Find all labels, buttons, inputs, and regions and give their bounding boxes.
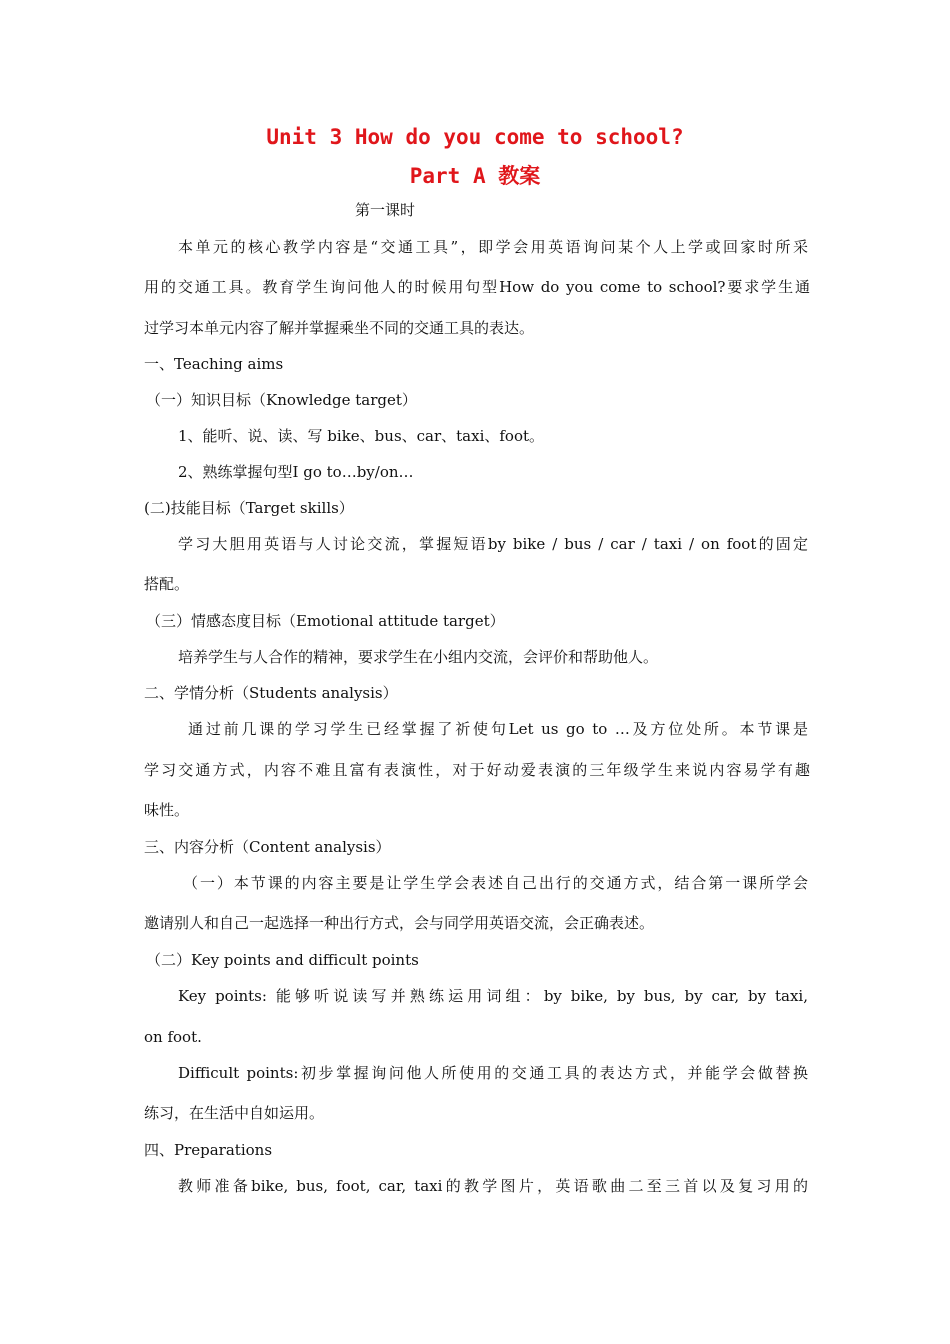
document-subtitle: Part A 教案	[409, 164, 541, 188]
subsection-heading-keypoints: （二）Key points and difficult points	[146, 951, 419, 969]
difficult-text-1: Difficult points:初步掌握询问他人所使用的交通工具的表达方式，并能学会做替换	[178, 1064, 808, 1082]
section-heading-aims: 一、Teaching aims	[144, 355, 284, 373]
preparations-text-1: 教师准备bike, bus, foot, car, taxi的教学图片，英语歌曲二至三首以及复习用的	[178, 1177, 808, 1195]
section-heading-preparations: 四、Preparations	[144, 1141, 273, 1159]
subsection-heading-skills: (二)技能目标（Target skills）	[144, 499, 354, 517]
knowledge-item-1: 1、能听、说、读、写 bike、bus、car、taxi、foot。	[178, 427, 545, 445]
document-title: Unit 3 How do you come to school?	[266, 125, 684, 149]
skills-text-1: 学习大胆用英语与人讨论交流，掌握短语by bike / bus / car / taxi / on foot的固定	[178, 535, 808, 553]
intro-line-1: 本单元的核心教学内容是“交通工具”，即学会用英语询问某个人上学或回家时所采	[178, 238, 808, 256]
emotion-text: 培养学生与人合作的精神，要求学生在小组内交流，会评价和帮助他人。	[178, 648, 659, 666]
subsection-heading-emotion: （三）情感态度目标（Emotional attitude target）	[146, 612, 505, 630]
difficult-text-2: 练习，在生活中自如运用。	[144, 1104, 325, 1122]
students-text-3: 味性。	[144, 801, 190, 819]
students-text-2: 学习交通方式，内容不难且富有表演性，对于好动爱表演的三年级学生来说内容易学有趣	[144, 761, 810, 779]
content-text-2: 邀请别人和自己一起选择一种出行方式，会与同学用英语交流，会正确表述。	[144, 914, 655, 932]
section-heading-students: 二、学情分析（Students analysis）	[144, 684, 398, 702]
skills-text-2: 搭配。	[144, 575, 190, 593]
lesson-label: 第一课时	[355, 201, 416, 219]
keypoints-text-2: on foot.	[144, 1028, 202, 1046]
content-text-1: （一）本节课的内容主要是让学生学会表述自己出行的交通方式，结合第一课所学会	[183, 874, 808, 892]
section-heading-content: 三、内容分析（Content analysis）	[144, 838, 391, 856]
intro-line-2: 用的交通工具。教育学生询问他人的时候用句型How do you come to school?要求学生通	[144, 278, 810, 296]
knowledge-item-2: 2、熟练掌握句型I go to…by/on…	[178, 463, 414, 481]
subsection-heading-knowledge: （一）知识目标（Knowledge target）	[146, 391, 417, 409]
keypoints-text-1: Key points: 能够听说读写并熟练运用词组：by bike, by bus, by car, by taxi,	[178, 987, 808, 1005]
students-text-1: 通过前几课的学习学生已经掌握了祈使句Let us go to …及方位处所。本节课是	[188, 720, 808, 738]
intro-line-3: 过学习本单元内容了解并掌握乘坐不同的交通工具的表达。	[144, 319, 535, 337]
